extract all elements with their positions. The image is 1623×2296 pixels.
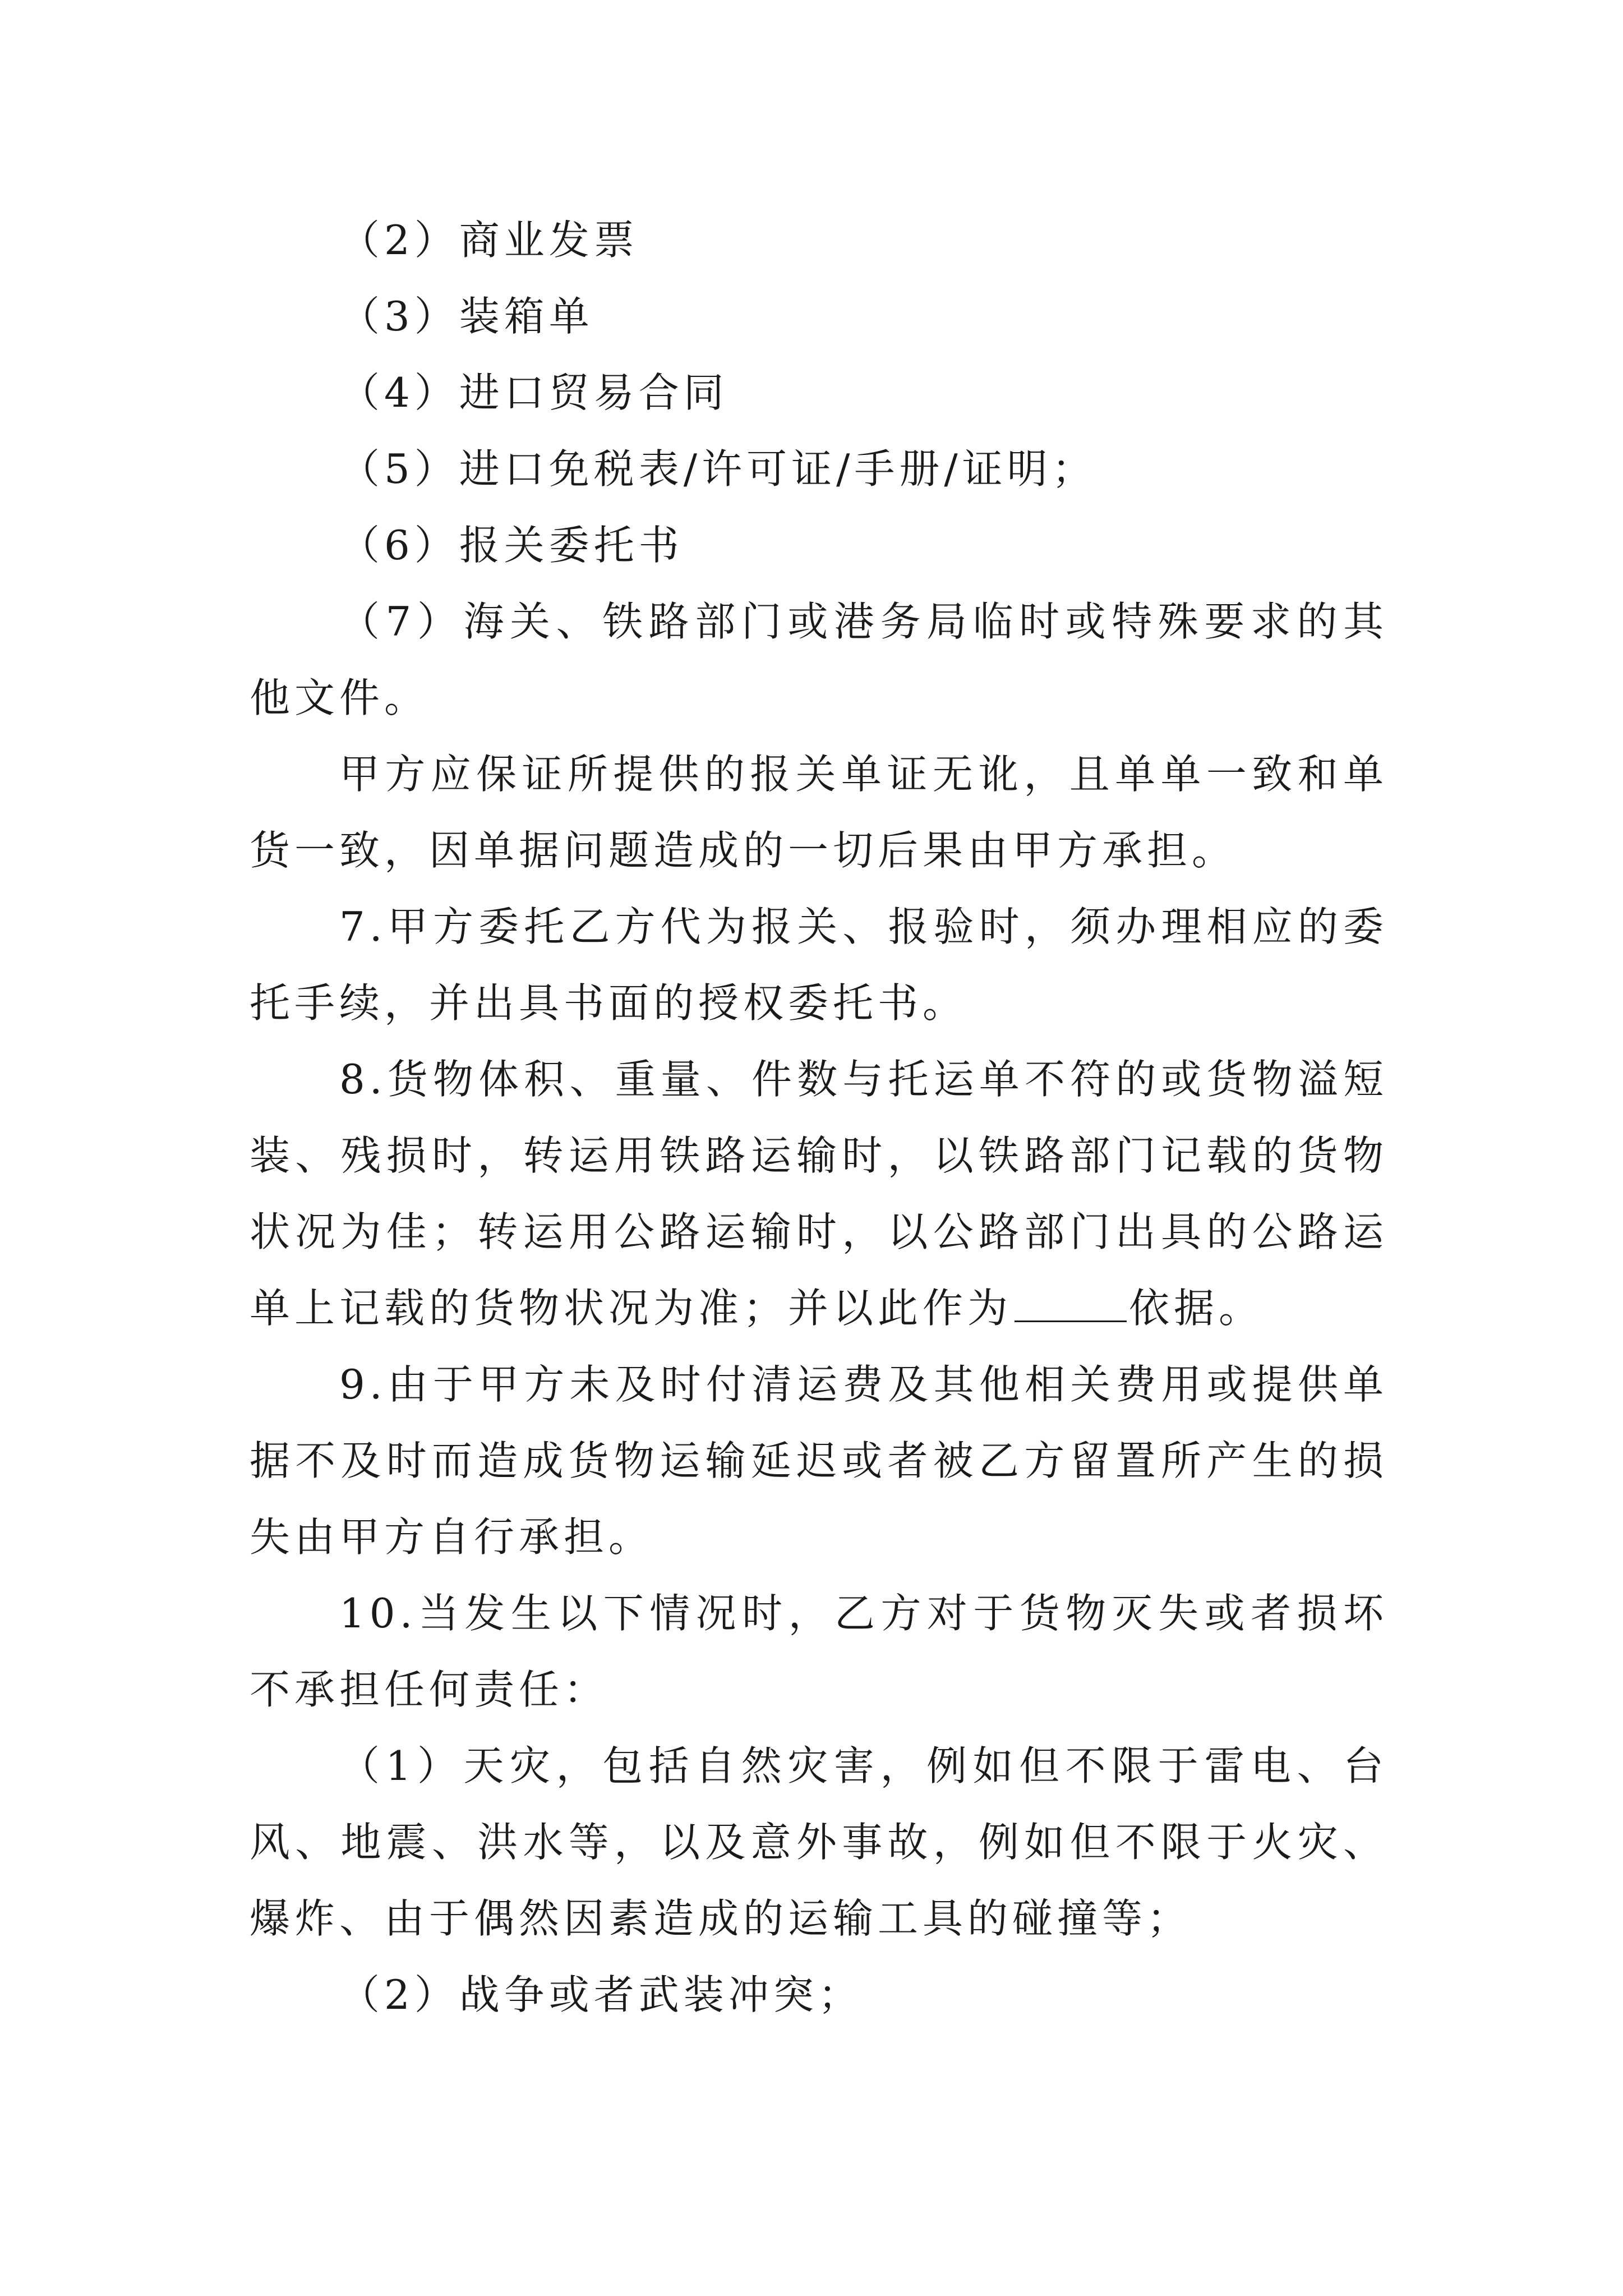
clause-7: 7.甲方委托乙方代为报关、报验时，须办理相应的委托手续，并出具书面的授权委托书。 — [250, 903, 1388, 1027]
clause-8-text: 8.货物体积、重量、件数与托运单不符的或货物溢短装、残损时，转运用铁路运输时，以铁路部门记载的货物状况为佳；转运用公路运输时，以公路部门出具的公路运单上记载的货物状况为准；并以此作为 — [250, 1056, 1388, 1332]
clause-8 — [250, 1041, 1388, 1346]
clause-10-item-2: （2）战争或者武装冲突； — [339, 1971, 863, 2018]
list-item-import-contract: （4）进口贸易合同 — [339, 369, 728, 416]
list-item-commercial-invoice: （2）商业发票 — [339, 217, 639, 264]
fill-in-blank[interactable] — [1015, 1286, 1127, 1322]
paragraph-document-accuracy: 甲方应保证所提供的报关单证无讹，且单单一致和单货一致，因单据问题造成的一切后果由甲方承担。 — [250, 751, 1388, 874]
clause-9: 9.由于甲方未及时付清运费及其他相关费用或提供单据不及时而造成货物运输延迟或者被乙方留置所产生的损失由甲方自行承担。 — [250, 1361, 1388, 1561]
document-body — [250, 202, 1388, 2033]
list-item-duty-free-documents: （5）进口免税表/许可证/手册/证明； — [339, 445, 1097, 493]
clause-10: 10.当发生以下情况时，乙方对于货物灭失或者损坏不承担任何责任： — [250, 1590, 1388, 1713]
list-item-other-documents: （7）海关、铁路部门或港务局临时或特殊要求的其他文件。 — [250, 598, 1388, 721]
list-item-customs-power-of-attorney: （6）报关委托书 — [339, 522, 684, 569]
clause-10-item-1: （1）天灾，包括自然灾害，例如但不限于雷电、台风、地震、洪水等，以及意外事故，例如但不限于火灾、爆炸、由于偶然因素造成的运输工具的碰撞等； — [250, 1742, 1388, 1942]
clause-8-text-end: 依据。 — [1129, 1285, 1264, 1332]
list-item-packing-list: （3）装箱单 — [339, 293, 594, 340]
